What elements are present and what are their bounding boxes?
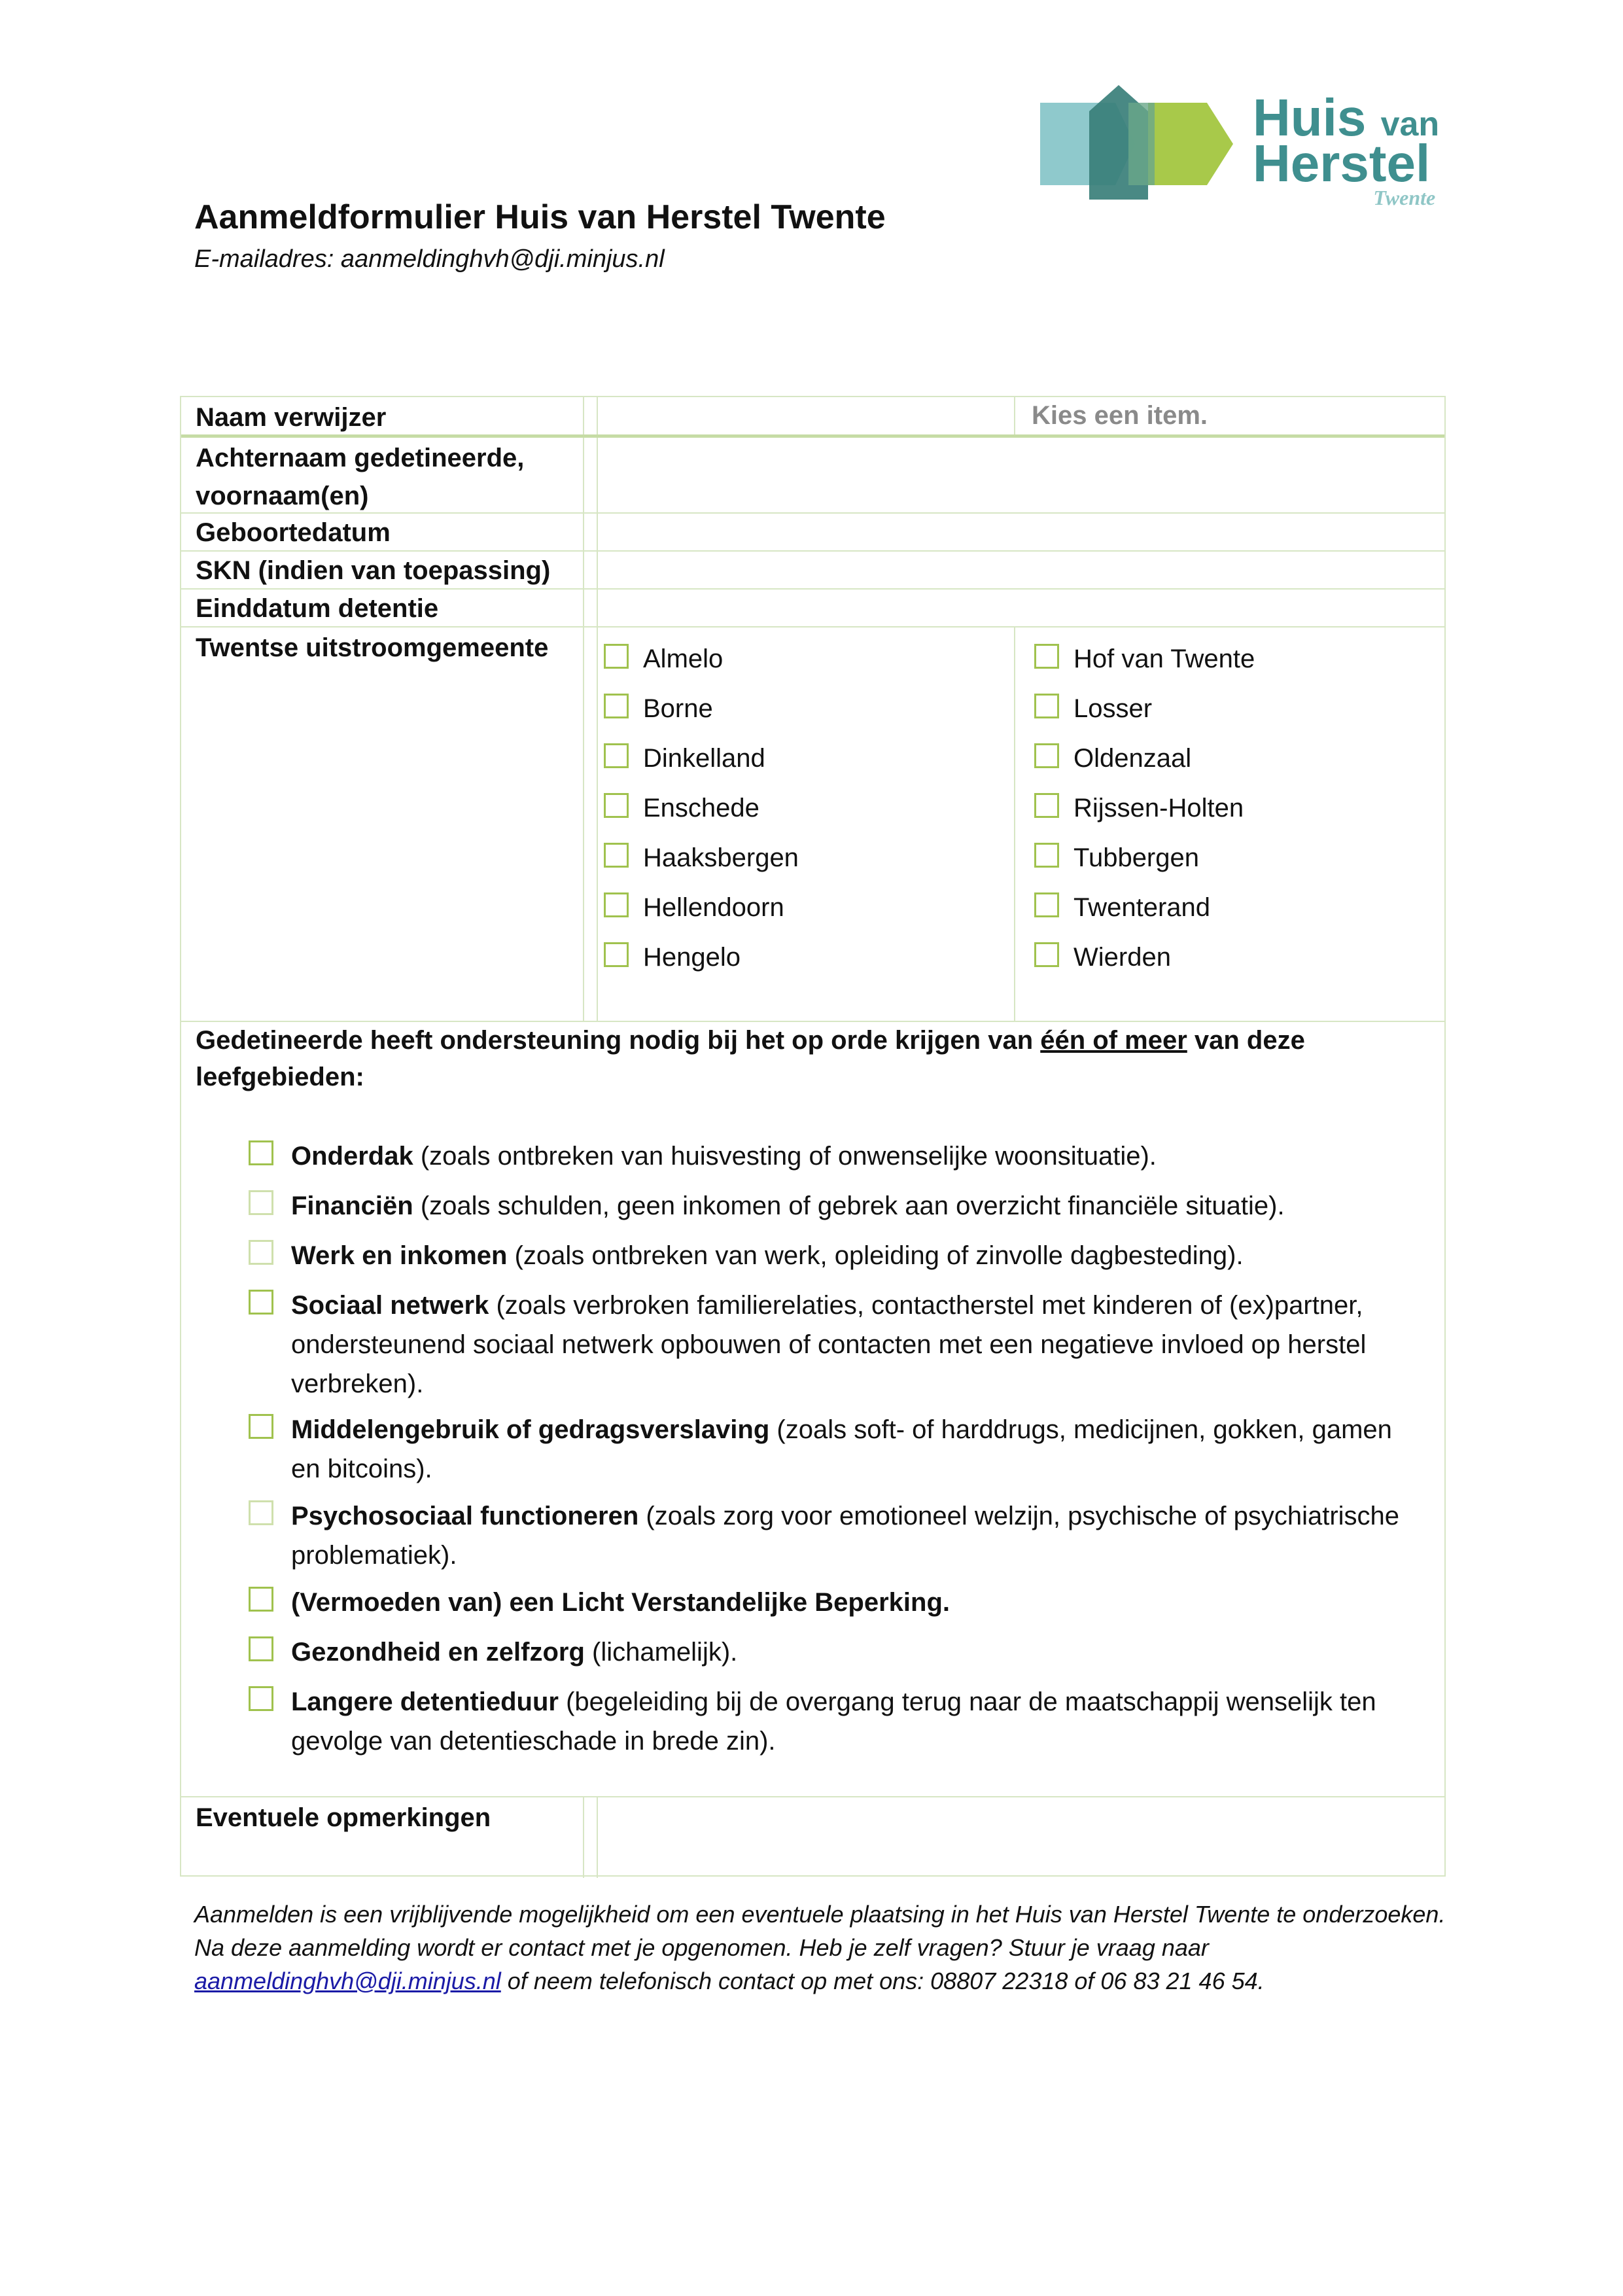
municipality-option[interactable]: Haaksbergen [604, 833, 799, 883]
label-skn: SKN (indien van toepassing) [196, 556, 551, 585]
naam-verwijzer-field[interactable] [600, 397, 1012, 434]
municipality-option[interactable]: Tubbergen [1034, 833, 1199, 883]
need-item[interactable]: Psychosociaal functioneren (zoals zorg voor emotioneel welzijn, psychische of psychiatrische problematiek). [249, 1496, 1426, 1575]
need-item[interactable]: Langere detentieduur (begeleiding bij de overgang terug naar de maatschappij wenselijk ten gevolge van detentieschade in brede zin). [249, 1682, 1426, 1761]
checkbox-icon[interactable] [604, 892, 629, 917]
checkbox-icon[interactable] [604, 843, 629, 868]
geboortedatum-field[interactable] [600, 514, 1444, 549]
municipality-option[interactable]: Oldenzaal [1034, 733, 1191, 783]
checkbox-icon[interactable] [249, 1500, 273, 1525]
footer-note: Aanmelden is een vrijblijvende mogelijkheid om een eventuele plaatsing in het Huis van Herstel Twente te onderzoeken. Na deze aanmelding wordt er contact met je opgenomen. Heb je zelf vragen? Stuur je vraag naar aanmeldinghvh@dji.minjus.nl of neem telefonisch contact op met ons: 08807 22318 of 06 83 21 46 54. [194, 1901, 1446, 1994]
opmerkingen-field[interactable] [600, 1797, 1444, 1875]
checkbox-icon[interactable] [249, 1240, 273, 1265]
need-item[interactable]: Financiën (zoals schulden, geen inkomen of gebrek aan overzicht financiële situatie). [249, 1186, 1426, 1226]
checkbox-icon[interactable] [249, 1587, 273, 1612]
checkbox-icon[interactable] [249, 1636, 273, 1661]
checkbox-icon[interactable] [604, 644, 629, 669]
municipality-option[interactable]: Twenterand [1034, 883, 1210, 932]
checkbox-icon[interactable] [249, 1686, 273, 1711]
checkbox-icon[interactable] [604, 694, 629, 718]
need-item[interactable]: Middelengebruik of gedragsverslaving (zoals soft- of harddrugs, medicijnen, gokken, gamen en bitcoins). [249, 1410, 1426, 1489]
municipality-option[interactable]: Hof van Twente [1034, 634, 1255, 684]
needs-heading: Gedetineerde heeft ondersteuning nodig bij het op orde krijgen van één of meer van deze leefgebieden: [196, 1026, 1305, 1091]
logo [1037, 82, 1456, 209]
row-geboortedatum [181, 514, 1444, 552]
municipality-option[interactable]: Enschede [604, 783, 759, 833]
label-einddatum: Einddatum detentie [196, 594, 439, 623]
checkbox-icon[interactable] [1034, 694, 1059, 718]
need-item[interactable]: Gezondheid en zelfzorg (lichamelijk). [249, 1633, 1426, 1672]
checkbox-icon[interactable] [249, 1140, 273, 1165]
checkbox-icon[interactable] [1034, 843, 1059, 868]
checkbox-icon[interactable] [604, 793, 629, 818]
checkbox-icon[interactable] [604, 942, 629, 967]
municipality-option[interactable]: Losser [1034, 684, 1152, 733]
label-geboortedatum: Geboortedatum [196, 518, 391, 547]
logo-shape-mid [1128, 103, 1155, 185]
municipality-option[interactable]: Borne [604, 684, 713, 733]
logo-word-huis: Huis [1253, 88, 1367, 147]
row-naam-verwijzer [181, 397, 1444, 438]
logo-word-van: van [1380, 105, 1440, 143]
needs-heading-emphasis: één of meer [1040, 1026, 1187, 1055]
need-item[interactable]: (Vermoeden van) een Licht Verstandelijke Beperking. [249, 1583, 1426, 1622]
einddatum-field[interactable] [600, 590, 1444, 625]
municipality-option[interactable]: Hengelo [604, 932, 741, 982]
need-item[interactable]: Sociaal netwerk (zoals verbroken familierelaties, contactherstel met kinderen of (ex)partner, ondersteunend sociaal netwerk opbouwen of contacten met een negatieve invloed op herstel verbreken). [249, 1286, 1426, 1404]
checkbox-icon[interactable] [1034, 942, 1059, 967]
row-skn [181, 552, 1444, 590]
checkbox-icon[interactable] [1034, 793, 1059, 818]
municipality-option[interactable]: Dinkelland [604, 733, 765, 783]
label-uitstroomgemeente: Twentse uitstroomgemeente [196, 633, 549, 662]
row-uitstroomgemeente [181, 627, 1444, 1022]
logo-word-twente: Twente [1373, 185, 1436, 209]
label-naam-verwijzer: Naam verwijzer [196, 403, 387, 432]
checkbox-icon[interactable] [604, 743, 629, 768]
logo-house-shapes [1037, 82, 1246, 206]
verwijzer-dropdown[interactable]: Kies een item. [1032, 401, 1208, 430]
email-line: E-mailadres: aanmeldinghvh@dji.minjus.nl [194, 245, 665, 273]
email-link[interactable]: aanmeldinghvh@dji.minjus.nl [194, 1968, 501, 1994]
checkbox-icon[interactable] [1034, 892, 1059, 917]
label-opmerkingen: Eventuele opmerkingen [196, 1803, 491, 1832]
row-achternaam [181, 438, 1444, 514]
achternaam-field[interactable] [600, 438, 1444, 511]
checkbox-icon[interactable] [1034, 644, 1059, 669]
municipality-option[interactable]: Hellendoorn [604, 883, 784, 932]
need-item[interactable]: Onderdak (zoals ontbreken van huisvesting of onwenselijke woonsituatie). [249, 1137, 1426, 1176]
checkbox-icon[interactable] [249, 1190, 273, 1215]
municipality-option[interactable]: Wierden [1034, 932, 1171, 982]
need-item[interactable]: Werk en inkomen (zoals ontbreken van werk, opleiding of zinvolle dagbesteding). [249, 1236, 1426, 1275]
checkbox-icon[interactable] [249, 1414, 273, 1439]
page-title: Aanmeldformulier Huis van Herstel Twente [194, 198, 886, 236]
checkbox-icon[interactable] [249, 1290, 273, 1315]
logo-text [1253, 88, 1440, 209]
row-einddatum [181, 590, 1444, 627]
checkbox-icon[interactable] [1034, 743, 1059, 768]
label-achternaam: Achternaam gedetineerde, voornaam(en) [196, 444, 525, 510]
logo-shape-green [1148, 103, 1233, 185]
municipality-option[interactable]: Almelo [604, 634, 723, 684]
registration-form [180, 396, 1446, 1877]
logo-word-herstel: Herstel [1253, 134, 1431, 193]
municipality-option[interactable]: Rijssen-Holten [1034, 783, 1244, 833]
row-opmerkingen [181, 1796, 1444, 1875]
skn-field[interactable] [600, 552, 1444, 587]
